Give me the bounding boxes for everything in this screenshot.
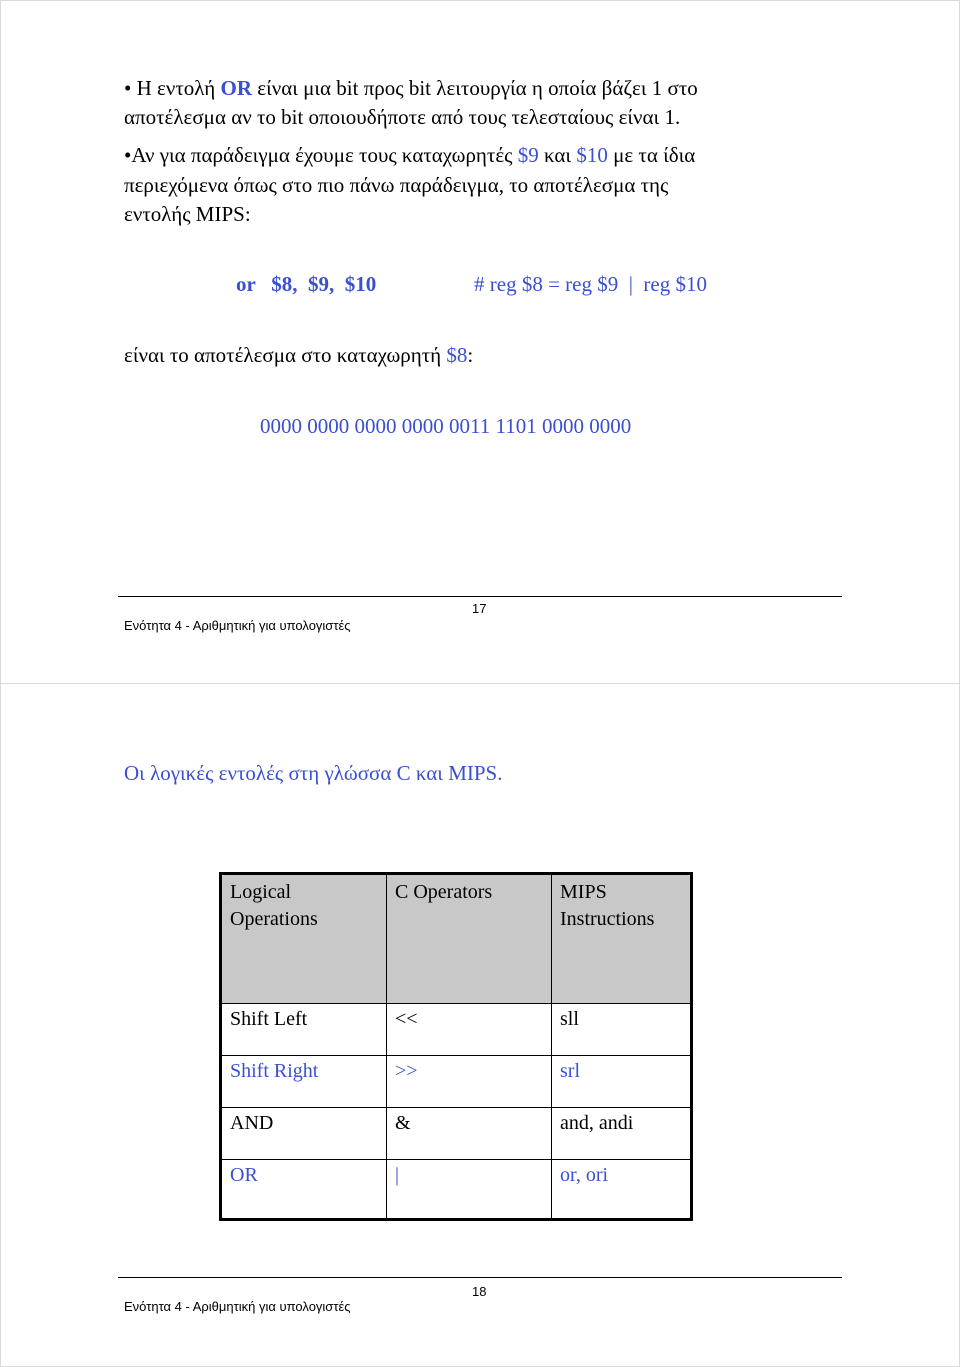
register-9: $9 <box>517 143 539 167</box>
table-row <box>221 1056 692 1108</box>
example-text: •Αν για παράδειγμα έχουμε τους καταχωρητές <box>124 143 518 167</box>
bullet-or-text-end: είναι μια bit προς bit λειτουργία η οποία βάζει 1 στο <box>252 76 698 100</box>
table-row <box>221 1004 692 1056</box>
example-text-mid: και <box>538 143 577 167</box>
register-8: $8 <box>446 343 468 367</box>
table-cell: >> <box>387 1056 552 1108</box>
table-header-row <box>221 874 692 1004</box>
footer-label: Ενότητα 4 - Αριθμητική για υπολογιστές <box>124 618 351 633</box>
header-c-operators <box>387 874 552 1004</box>
example-text-end: με τα ίδια <box>607 143 696 167</box>
footer-rule <box>118 596 842 597</box>
mips-or-instruction: or $8, $9, $10 <box>236 272 377 296</box>
table-row <box>221 1108 692 1160</box>
or-keyword: OR <box>220 76 252 100</box>
table-cell: or, ori <box>552 1160 692 1220</box>
bullet-or-line1 <box>124 74 698 103</box>
page-divider <box>0 683 960 684</box>
bullet-example-line3: εντολής MIPS: <box>124 202 251 226</box>
table-cell: srl <box>552 1056 692 1108</box>
footer-label: Ενότητα 4 - Αριθμητική για υπολογιστές <box>124 1299 351 1314</box>
footer-rule <box>118 1277 842 1278</box>
page-number: 17 <box>472 601 487 616</box>
table-cell: sll <box>552 1004 692 1056</box>
table-cell: AND <box>221 1108 387 1160</box>
mips-or-comment: # reg $8 = reg $9 | reg $10 <box>474 272 707 296</box>
result-intro-text: είναι το αποτέλεσμα στο καταχωρητή <box>124 343 447 367</box>
table-cell: Shift Right <box>221 1056 387 1108</box>
table-cell: | <box>387 1160 552 1220</box>
bullet-or-text: • Η εντολή <box>124 76 221 100</box>
bullet-example-line1 <box>124 141 695 170</box>
result-intro-colon: : <box>467 343 474 367</box>
register-10: $10 <box>576 143 608 167</box>
binary-result: 0000 0000 0000 0000 0011 1101 0000 0000 <box>260 414 632 438</box>
logical-ops-table <box>219 872 693 1221</box>
header-text: Instructions <box>560 908 655 930</box>
table-cell: & <box>387 1108 552 1160</box>
header-text: MIPS <box>560 881 607 903</box>
header-text: Operations <box>230 908 318 930</box>
header-text: Logical <box>230 881 292 903</box>
table-row <box>221 1160 692 1220</box>
table-cell: OR <box>221 1160 387 1220</box>
table-cell: << <box>387 1004 552 1056</box>
table-cell: Shift Left <box>221 1004 387 1056</box>
page-number: 18 <box>472 1284 487 1299</box>
table-cell: and, andi <box>552 1108 692 1160</box>
bullet-or-line2: αποτέλεσμα αν το bit οποιουδήποτε από τους τελεσταίους είναι 1. <box>124 105 681 129</box>
header-logical-operations <box>221 874 387 1004</box>
header-mips-instructions <box>552 874 692 1004</box>
slide-title: Οι λογικές εντολές στη γλώσσα C και MIPS. <box>124 761 503 785</box>
result-intro <box>124 341 473 370</box>
bullet-example-line2: περιεχόμενα όπως στο πιο πάνω παράδειγμα, το αποτέλεσμα της <box>124 173 669 197</box>
header-text: C Operators <box>395 881 493 903</box>
